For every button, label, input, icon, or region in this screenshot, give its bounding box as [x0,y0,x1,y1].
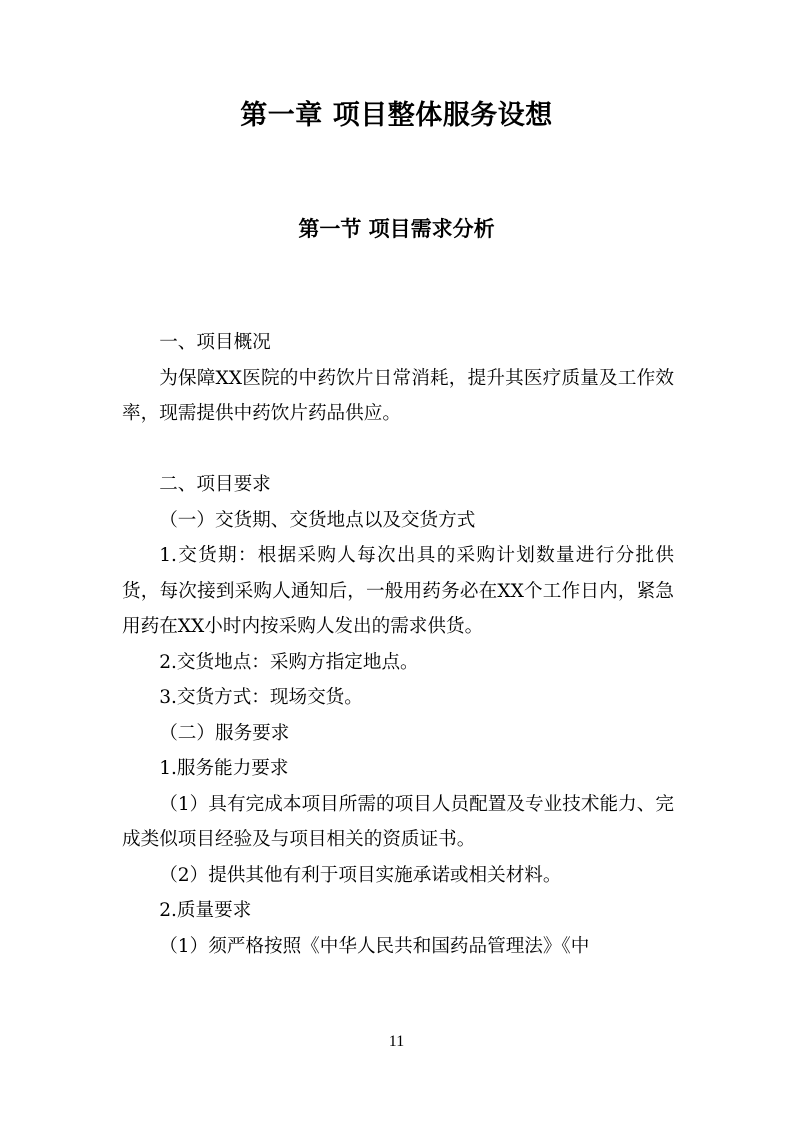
section-title: 第一节 项目需求分析 [298,217,495,241]
item-service-capability: 1.服务能力要求 [159,758,289,779]
page-number: 11 [388,1033,405,1050]
heading-project-overview: 一、项目概况 [159,332,271,353]
document-body [122,325,674,964]
paragraph-capability-1: （1）具有完成本项目所需的项目人员配置及专业技术能力、完成类似项目经验及与项目相关的资质证书。 [122,793,674,850]
item-quality-requirements: 2.质量要求 [159,900,252,921]
paragraph-gap [122,432,674,468]
paragraph-delivery-period: 1.交货期：根据采购人每次出具的采购计划数量进行分批供货，每次接到采购人通知后，一般用药务必在XX个工作日内，紧急用药在XX小时内按采购人发出的需求供货。 [122,545,674,637]
paragraph-delivery-location: 2.交货地点：采购方指定地点。 [159,651,419,673]
subheading-service-requirements: （二）服务要求 [159,722,290,744]
paragraph-quality-1: （1）须严格按照《中华人民共和国药品管理法》《中 [159,935,590,957]
heading-project-requirements: 二、项目要求 [159,474,271,495]
paragraph-capability-2: （2）提供其他有利于项目实施承诺或相关材料。 [159,864,562,886]
paragraph-overview: 为保障XX医院的中药饮片日常消耗，提升其医疗质量及工作效率，现需提供中药饮片药品供应。 [122,367,674,424]
chapter-title: 第一章 项目整体服务设想 [240,100,553,131]
subheading-delivery: （一）交货期、交货地点以及交货方式 [159,509,476,531]
paragraph-delivery-method: 3.交货方式：现场交货。 [159,687,363,708]
